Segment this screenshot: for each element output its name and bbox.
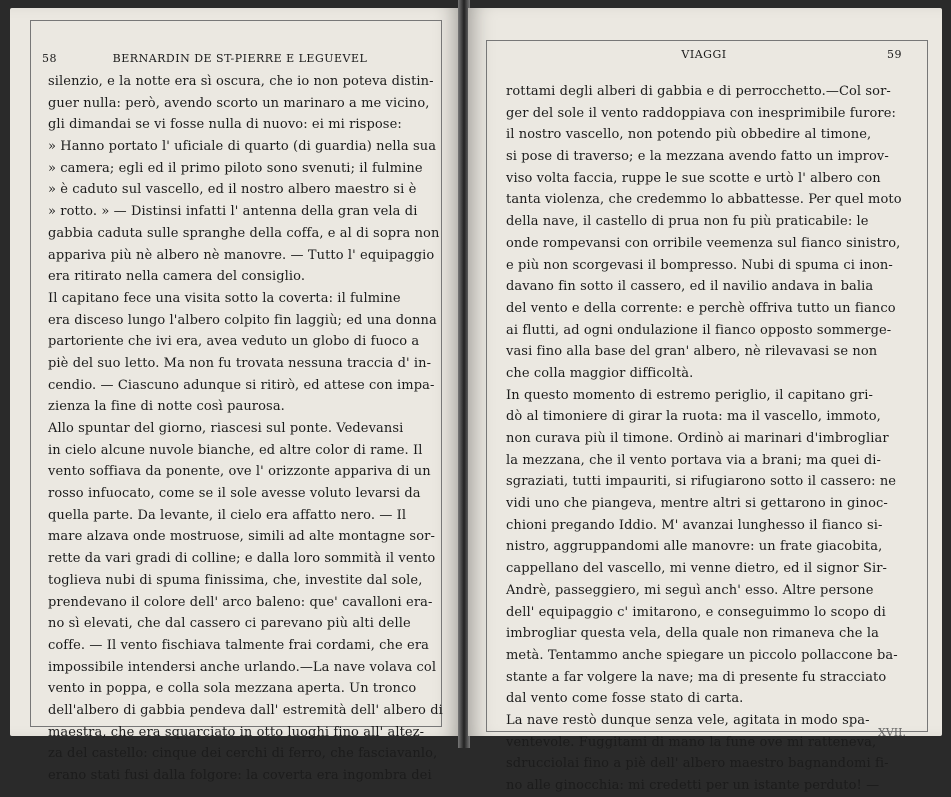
text-line: maestra, che era squarciato in otto luoghi fino all' altez- bbox=[48, 724, 425, 740]
text-line: in cielo alcune nuvole bianche, ed altre color di rame. Il bbox=[48, 442, 423, 458]
text-line: partoriente che ivi era, avea veduto un globo di fuoco a bbox=[48, 334, 420, 350]
right-page-text bbox=[506, 81, 902, 797]
text-line: gli dimandai se vi fosse nulla di nuovo: ei mi rispose: bbox=[48, 117, 402, 133]
text-line: cendio. — Ciascuno adunque si ritirò, ed attese con impa- bbox=[48, 377, 435, 393]
text-line: dell' equipaggio c' imitarono, e conseguimmo lo scopo di bbox=[506, 604, 886, 620]
text-line: no sì elevati, che dal cassero ci parevano più alti delle bbox=[48, 616, 411, 632]
text-line: erano stati fusi dalla folgore: la coverta era ingombra dei bbox=[48, 768, 432, 783]
text-line: coffe. — Il vento fischiava talmente frai cordami, che era bbox=[48, 637, 429, 653]
text-line: vasi fino alla base del gran' albero, nè rilevavasi se non bbox=[506, 344, 878, 360]
text-line: Allo spuntar del giorno, riascesi sul ponte. Vedevansi bbox=[48, 421, 404, 436]
text-line: vidi uno che piangeva, mentre altri si gettarono in ginoc- bbox=[506, 496, 888, 512]
text-line: ai flutti, ad ogni ondulazione il fianco opposto sommerge- bbox=[506, 322, 892, 338]
text-line: viso volta faccia, ruppe le sue scotte e urtò l' albero con bbox=[506, 170, 881, 186]
text-line: ventevole. Fuggitami di mano la fune ove mi ratteneva, bbox=[506, 734, 877, 750]
text-line: » camera; egli ed il primo piloto sono svenuti; il fulmine bbox=[48, 160, 423, 176]
text-line: appariva più nè albero nè manovre. — Tutto l' equipaggio bbox=[48, 247, 435, 263]
text-line: Il capitano fece una visita sotto la coverta: il fulmine bbox=[48, 290, 401, 306]
text-line: ger del sole il vento raddoppiava con inesprimibile furore: bbox=[506, 105, 896, 121]
text-line: chioni pregando Iddio. M' avanzai lunghesso il fianco si- bbox=[506, 517, 883, 533]
text-line: dal vento come fosse stato di carta. bbox=[506, 691, 744, 707]
text-line: toglieva nubi di spuma finissima, che, investite dal sole, bbox=[48, 572, 423, 588]
text-line: tanta violenza, che credemmo lo abbattesse. Per quel moto bbox=[506, 192, 902, 208]
text-line: nistro, aggruppandomi alle manovre: un frate giacobita, bbox=[506, 539, 883, 555]
left-running-head: BERNARDIN DE ST-PIERRE E LEGUEVEL bbox=[112, 52, 368, 65]
text-line: vento soffiava da ponente, ove l' orizzonte appariva di un bbox=[48, 464, 431, 480]
text-line: zienza la fine di notte così paurosa. bbox=[48, 399, 285, 415]
text-line: che colla maggior difficoltà. bbox=[506, 365, 694, 381]
text-line: » è caduto sul vascello, ed il nostro albero maestro si è bbox=[48, 182, 417, 198]
text-line: quella parte. Da levante, il cielo era affatto nero. — Il bbox=[48, 507, 407, 523]
text-line: cappellano del vascello, mi venne dietro, ed il signor Sir- bbox=[506, 561, 888, 577]
text-line: metà. Tentammo anche spiegare un piccolo pollaccone ba- bbox=[506, 647, 898, 663]
text-line: » rotto. » — Distinsi infatti l' antenna della gran vela di bbox=[48, 204, 418, 220]
text-line: rottami degli alberi di gabbia e di perrocchetto.—Col sor- bbox=[506, 84, 891, 99]
left-page-number: 58 bbox=[42, 52, 57, 65]
text-line: vento in poppa, e colla sola mezzana aperta. Un tronco bbox=[48, 681, 417, 697]
text-line: sdrucciolai fino a piè dell' albero maestro bagnandomi fi- bbox=[506, 756, 889, 772]
signature-mark: XVII. bbox=[878, 726, 906, 739]
text-line: la mezzana, che il vento portava via a brani; ma quei di- bbox=[506, 452, 882, 468]
text-line: impossibile intendersi anche urlando.—La nave volava col bbox=[48, 659, 437, 675]
text-line: mare alzava onde mostruose, simili ad alte montagne sor- bbox=[48, 529, 435, 545]
text-line: il nostro vascello, non potendo più obbedire al timone, bbox=[506, 127, 872, 143]
text-line: si pose di traverso; e la mezzana avendo fatto un improv- bbox=[506, 149, 889, 165]
text-line: rosso infuocato, come se il sole avesse voluto levarsi da bbox=[48, 486, 421, 502]
text-line: e più non scorgevasi il bompresso. Nubi di spuma ci inon- bbox=[506, 257, 893, 273]
text-line: piè del suo letto. Ma non fu trovata nessuna traccia d' in- bbox=[48, 355, 432, 371]
text-line: rette da vari gradi di colline; e dalla loro sommità il vento bbox=[48, 551, 436, 567]
text-line: In questo momento di estremo periglio, il capitano gri- bbox=[506, 387, 873, 403]
text-line: no alle ginocchia: mi credetti per un istante perduto! — bbox=[506, 778, 880, 793]
text-line: davano fin sotto il cassero, ed il navilio andava in balia bbox=[506, 279, 874, 295]
text-line: za del castello: cinque dei cerchi di ferro, che fasciavanlo, bbox=[48, 746, 438, 762]
text-line: » Hanno portato l' uficiale di quarto (di guardia) nella sua bbox=[48, 139, 437, 155]
text-line: onde rompevansi con orribile veemenza sul fianco sinistro, bbox=[506, 235, 901, 251]
text-line: imbrogliar questa vela, della quale non rimaneva che la bbox=[506, 626, 879, 642]
text-line: stante a far volgere la nave; ma di presente fu stracciato bbox=[506, 669, 887, 685]
text-line: gabbia caduta sulle spranghe della coffa, e al di sopra non bbox=[48, 225, 440, 241]
text-line: dell'albero di gabbia pendeva dall' estremità dell' albero di bbox=[48, 702, 443, 718]
text-line: prendevano il colore dell' arco baleno: que' cavalloni era- bbox=[48, 594, 433, 610]
text-line: guer nulla: però, avendo scorto un marinaro a me vicino, bbox=[48, 95, 430, 111]
left-page-text bbox=[48, 71, 443, 787]
text-line: sgraziati, tutti impauriti, si rifugiarono sotto il cassero: ne bbox=[506, 474, 897, 490]
text-line: era ritirato nella camera del consiglio. bbox=[48, 269, 306, 285]
text-line: del vento e della corrente: e perchè offriva tutto un fianco bbox=[506, 300, 896, 316]
right-page bbox=[468, 8, 942, 793]
text-line: era disceso lungo l'albero colpito fin laggiù; ed una donna bbox=[48, 312, 437, 328]
right-page-number: 59 bbox=[887, 48, 902, 61]
right-running-head: VIAGGI bbox=[681, 48, 727, 61]
left-page bbox=[10, 8, 460, 783]
text-line: non curava più il timone. Ordinò ai marinari d'imbrogliar bbox=[506, 431, 889, 446]
text-line: Andrè, passeggiero, mi seguì anch' esso. Altre persone bbox=[506, 582, 874, 598]
text-line: silenzio, e la notte era sì oscura, che io non poteva distin- bbox=[48, 74, 434, 89]
text-line: dò al timoniere di girar la ruota: ma il vascello, immoto, bbox=[506, 409, 881, 425]
text-line: La nave restò dunque senza vele, agitata in modo spa- bbox=[506, 712, 870, 728]
text-line: della nave, il castello di prua non fu più praticabile: le bbox=[506, 214, 869, 230]
